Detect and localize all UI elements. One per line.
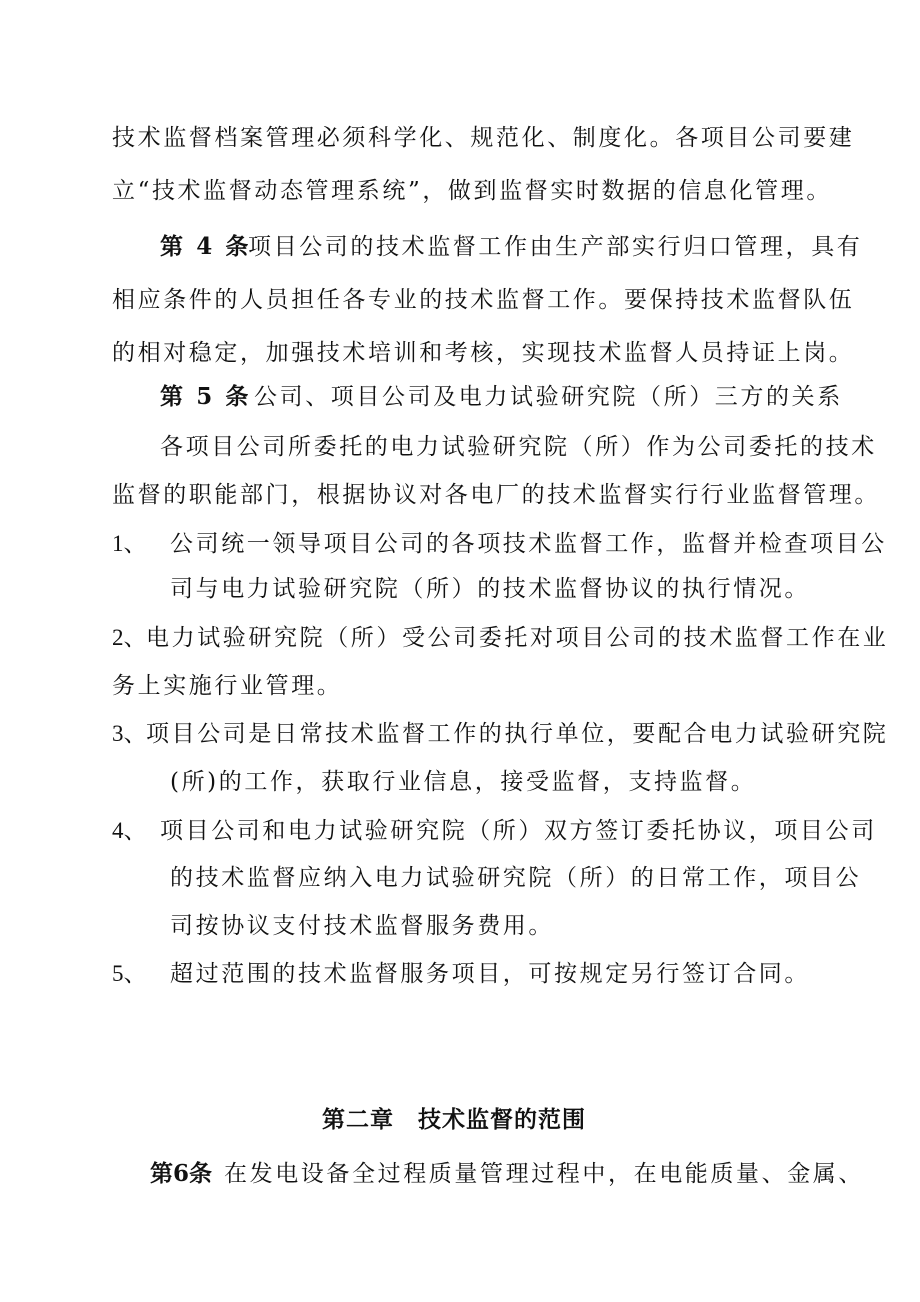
paragraph-line: 技术监督档案管理必须科学化、规范化、制度化。各项目公司要建 xyxy=(112,125,855,151)
article-4-label: 第 4 条 xyxy=(160,233,252,260)
paragraph-line: 项目公司的技术监督工作由生产部实行归口管理，具有 xyxy=(248,234,863,260)
paragraph-line: 在发电设备全过程质量管理过程中，在电能质量、金属、 xyxy=(224,1161,864,1187)
list-item: 超过范围的技术监督服务项目，可按规定另行签订合同。 xyxy=(170,961,810,987)
list-item: 项目公司和电力试验研究院（所）双方签订委托协议，项目公司 xyxy=(160,818,877,844)
list-item-number: 2、 xyxy=(112,625,147,650)
list-item-number: 5、 xyxy=(112,961,147,986)
list-item: 电力试验研究院（所）受公司委托对项目公司的技术监督工作在业 xyxy=(146,625,889,651)
list-item-number: 1、 xyxy=(112,531,147,556)
article-6-label: 第6条 xyxy=(150,1160,213,1187)
list-item-number: 3、 xyxy=(112,721,147,746)
list-item: 的技术监督应纳入电力试验研究院（所）的日常工作，项目公 xyxy=(170,865,862,891)
list-item-number: 4、 xyxy=(112,818,147,843)
paragraph-line: 公司、项目公司及电力试验研究院（所）三方的关系 xyxy=(254,384,843,410)
paragraph-line: 立“技术监督动态管理系统”，做到监督实时数据的信息化管理。 xyxy=(112,178,832,204)
list-item: 务上实施行业管理。 xyxy=(112,673,343,699)
article-5-label: 第 5 条 xyxy=(160,383,252,410)
chapter-heading: 第二章 技术监督的范围 xyxy=(322,1106,586,1133)
paragraph-line: 各项目公司所委托的电力试验研究院（所）作为公司委托的技术 xyxy=(160,434,877,460)
list-item: 司按协议支付技术监督服务费用。 xyxy=(170,913,554,939)
list-item: (所)的工作，获取行业信息，接受监督，支持监督。 xyxy=(170,769,757,795)
paragraph-line: 相应条件的人员担任各专业的技术监督工作。要保持技术监督队伍 xyxy=(112,287,855,313)
paragraph-line: 的相对稳定，加强技术培训和考核，实现技术监督人员持证上岗。 xyxy=(112,340,855,366)
list-item: 司与电力试验研究院（所）的技术监督协议的执行情况。 xyxy=(170,576,810,602)
list-item: 公司统一领导项目公司的各项技术监督工作，监督并检查项目公 xyxy=(170,531,887,557)
paragraph-line: 监督的职能部门，根据协议对各电厂的技术监督实行行业监督管理。 xyxy=(112,482,880,508)
list-item: 项目公司是日常技术监督工作的执行单位，要配合电力试验研究院 xyxy=(146,721,889,747)
